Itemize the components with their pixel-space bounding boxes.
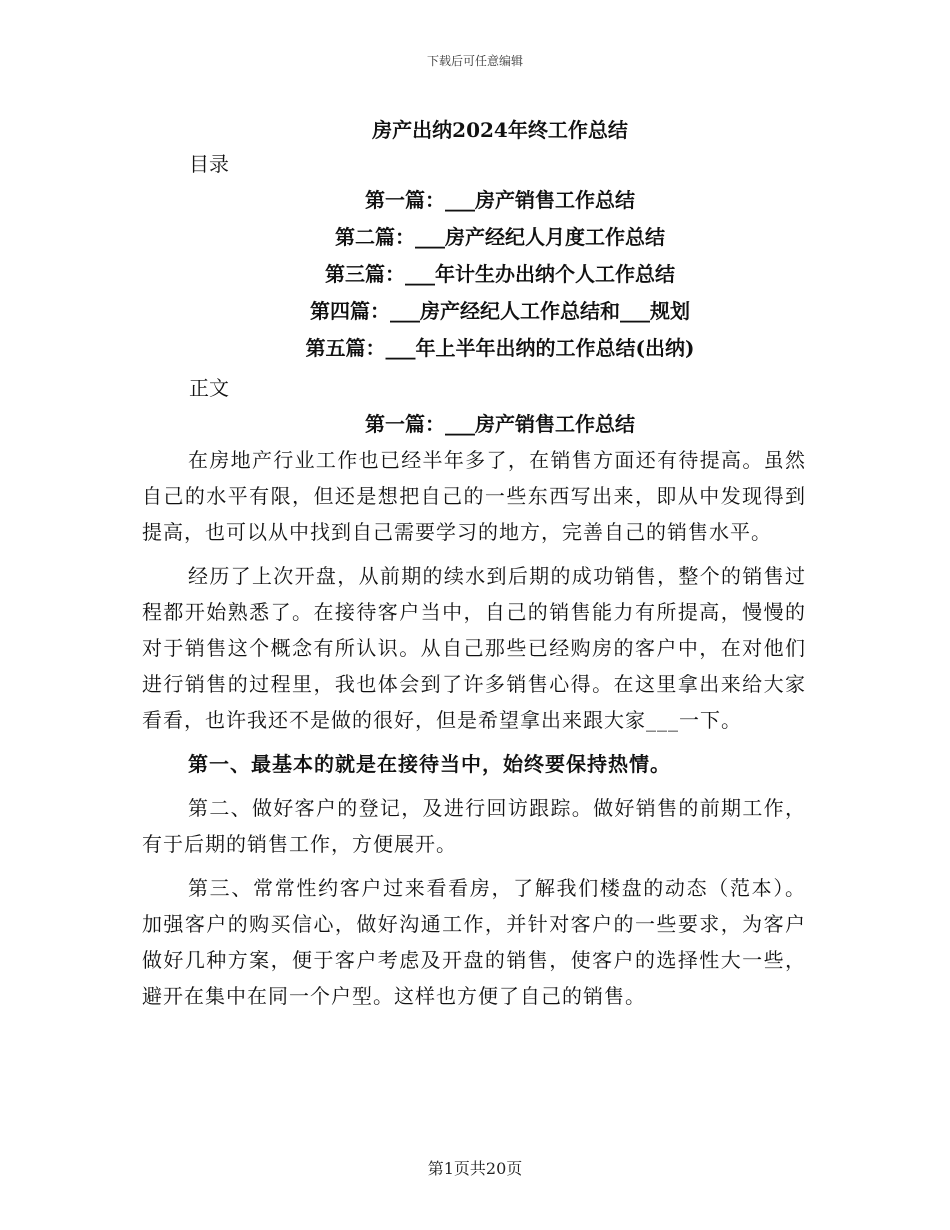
paragraph-5: 第三、常常性约客户过来看看房，了解我们楼盘的动态（范本）。加强客户的购买信心，做好沟通工作，并针对客户的一些要求，为客户做好几种方案，便于客户考虑及开盘的销售，使客户的选择性大一些，避开在集中在同一个户型。这样也方便了自己的销售。 [142, 876, 806, 1008]
section-heading: 第一篇：___房产销售工作总结 [365, 412, 635, 436]
paragraph-2: 经历了上次开盘，从前期的续水到后期的成功销售，整个的销售过程都开始熟悉了。在接待客户当中，自己的销售能力有所提高，慢慢的对于销售这个概念有所认识。从自己那些已经购房的客户中，在对他们进行销售的过程里，我也体会到了许多销售心得。在这里拿出来给大家看看，也许我还不是做的很好，但是希望拿出来跟大家___一下。 [142, 564, 806, 732]
paragraph-1: 在房地产行业工作也已经半年多了，在销售方面还有待提高。虽然自己的水平有限，但还是想把自己的一些东西写出来，即从中发现得到提高，也可以从中找到自己需要学习的地方，完善自己的销售水平。 [142, 448, 806, 544]
toc-label: 目录 [189, 152, 229, 176]
toc-item-2: 第二篇：___房产经纪人月度工作总结 [335, 225, 665, 249]
toc-item-3: 第三篇：___年计生办出纳个人工作总结 [325, 262, 675, 286]
body-label: 正文 [189, 376, 229, 400]
toc-item-1: 第一篇：___房产销售工作总结 [365, 188, 635, 212]
page-header-note: 下载后可任意编辑 [426, 54, 523, 68]
paragraph-3-bold: 第一、最基本的就是在接待当中，始终要保持热情。 [188, 752, 671, 776]
paragraph-4: 第二、做好客户的登记，及进行回访跟踪。做好销售的前期工作，有于后期的销售工作，方便展开。 [142, 796, 806, 856]
toc-item-5: 第五篇：___年上半年出纳的工作总结(出纳) [305, 336, 695, 360]
toc-item-4: 第四篇：___房产经纪人工作总结和___规划 [310, 299, 690, 323]
document-body [142, 442, 806, 1022]
page-number-footer: 第1页共20页 [427, 1159, 523, 1178]
table-of-contents [0, 185, 950, 370]
document-title: 房产出纳2024年终工作总结 [372, 118, 628, 142]
